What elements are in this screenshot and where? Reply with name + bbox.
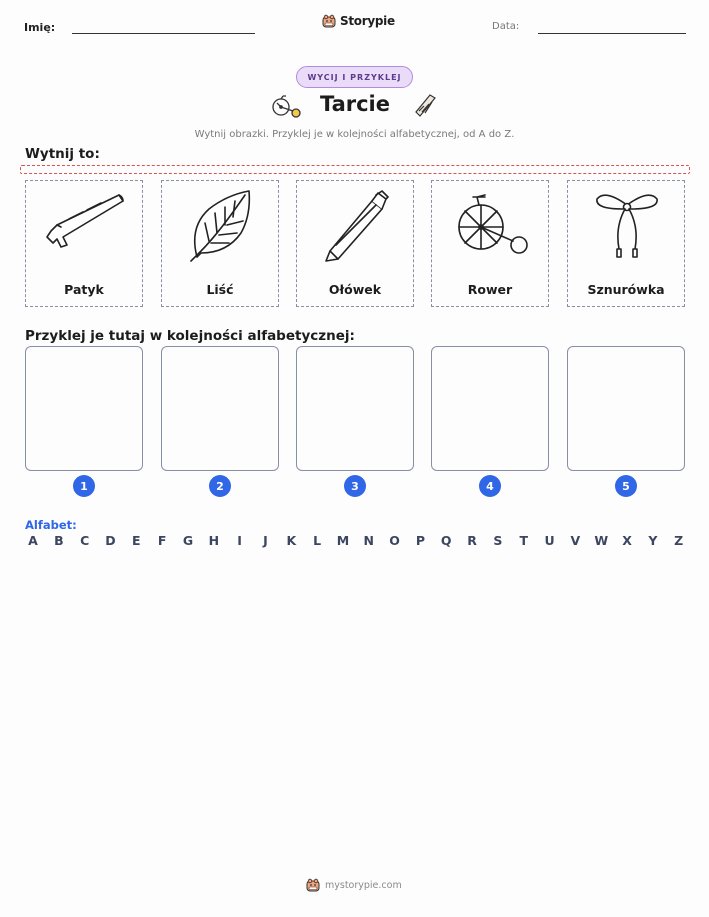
slot-number-4: 4: [479, 475, 501, 497]
alphabet-letter: E: [132, 533, 141, 548]
cut-heading: Wytnij to:: [25, 146, 100, 162]
alphabet-letter: P: [415, 533, 425, 548]
alphabet-letter: N: [363, 533, 374, 548]
paste-slot-4[interactable]: [431, 346, 549, 471]
alphabet-letter: S: [493, 533, 503, 548]
leaf-icon: [179, 187, 263, 263]
footer-url[interactable]: mystorypie.com: [325, 879, 402, 891]
alphabet-letter: L: [313, 533, 322, 548]
brand-logo: [322, 14, 395, 28]
alphabet-letter: K: [286, 533, 297, 548]
bicycle-icon: [271, 94, 301, 118]
alphabet-letter: T: [519, 533, 528, 548]
alphabet-letter: Q: [440, 533, 452, 548]
alphabet-letter: X: [622, 533, 632, 548]
alphabet-letter: J: [263, 533, 268, 548]
storypie-logo-icon: [322, 14, 336, 28]
alphabet-letter: W: [594, 533, 609, 548]
card-patyk[interactable]: [25, 180, 143, 307]
card-lisc[interactable]: [161, 180, 279, 307]
paste-slot-5[interactable]: [567, 346, 685, 471]
alphabet-letter: A: [28, 533, 38, 548]
brand-name: Storypie: [340, 14, 395, 28]
card-label: Patyk: [64, 282, 104, 297]
card-sznurowka[interactable]: [567, 180, 685, 307]
alphabet-letter: Z: [674, 533, 684, 548]
card-label: Liść: [206, 282, 234, 297]
date-label: Data:: [492, 21, 520, 32]
alphabet-letter: V: [570, 533, 581, 548]
footer: [306, 878, 402, 892]
alphabet-letter: B: [54, 533, 64, 548]
alphabet-letter: D: [105, 533, 116, 548]
alphabet-letter: F: [157, 533, 167, 548]
name-line[interactable]: [72, 33, 255, 34]
slot-number-1: 1: [73, 475, 95, 497]
card-label: Sznurówka: [587, 282, 665, 297]
alphabet-letter: O: [389, 533, 400, 548]
slot-number-5: 5: [615, 475, 637, 497]
slot-number-2: 2: [209, 475, 231, 497]
stick-icon: [43, 187, 127, 263]
card-olowek[interactable]: [296, 180, 414, 307]
paste-slot-1[interactable]: [25, 346, 143, 471]
alphabet-letter: U: [544, 533, 555, 548]
alphabet-letter: R: [467, 533, 477, 548]
activity-badge: WYCIJ I PRZYKLEJ: [296, 66, 413, 88]
card-label: Rower: [467, 282, 513, 297]
card-label: Ołówek: [328, 282, 382, 297]
paste-slot-2[interactable]: [161, 346, 279, 471]
bicycle-icon: [449, 187, 533, 263]
slot-number-3: 3: [344, 475, 366, 497]
alphabet-label: Alfabet:: [25, 518, 77, 532]
instructions: Wytnij obrazki. Przyklej je w kolejności alfabetycznej, od A do Z.: [194, 129, 515, 140]
alphabet-letter: I: [237, 533, 242, 548]
alphabet-letter: H: [208, 533, 220, 548]
cut-line: [20, 165, 690, 174]
card-rower[interactable]: [431, 180, 549, 307]
storypie-logo-icon: [306, 878, 320, 892]
paste-slot-3[interactable]: [296, 346, 414, 471]
alphabet-letter: Y: [648, 533, 658, 548]
alphabet-row: [26, 533, 686, 548]
date-line[interactable]: [538, 33, 686, 34]
alphabet-letter: M: [336, 533, 350, 548]
alphabet-letter: C: [80, 533, 90, 548]
shoelace-icon: [585, 187, 669, 263]
pencil-icon: [314, 187, 398, 263]
stick-icon: [414, 92, 438, 118]
page-title: Tarcie: [319, 92, 391, 116]
name-label: Imię:: [24, 21, 56, 34]
alphabet-letter: G: [182, 533, 194, 548]
paste-heading: Przyklej je tutaj w kolejności alfabetycznej:: [25, 328, 355, 344]
